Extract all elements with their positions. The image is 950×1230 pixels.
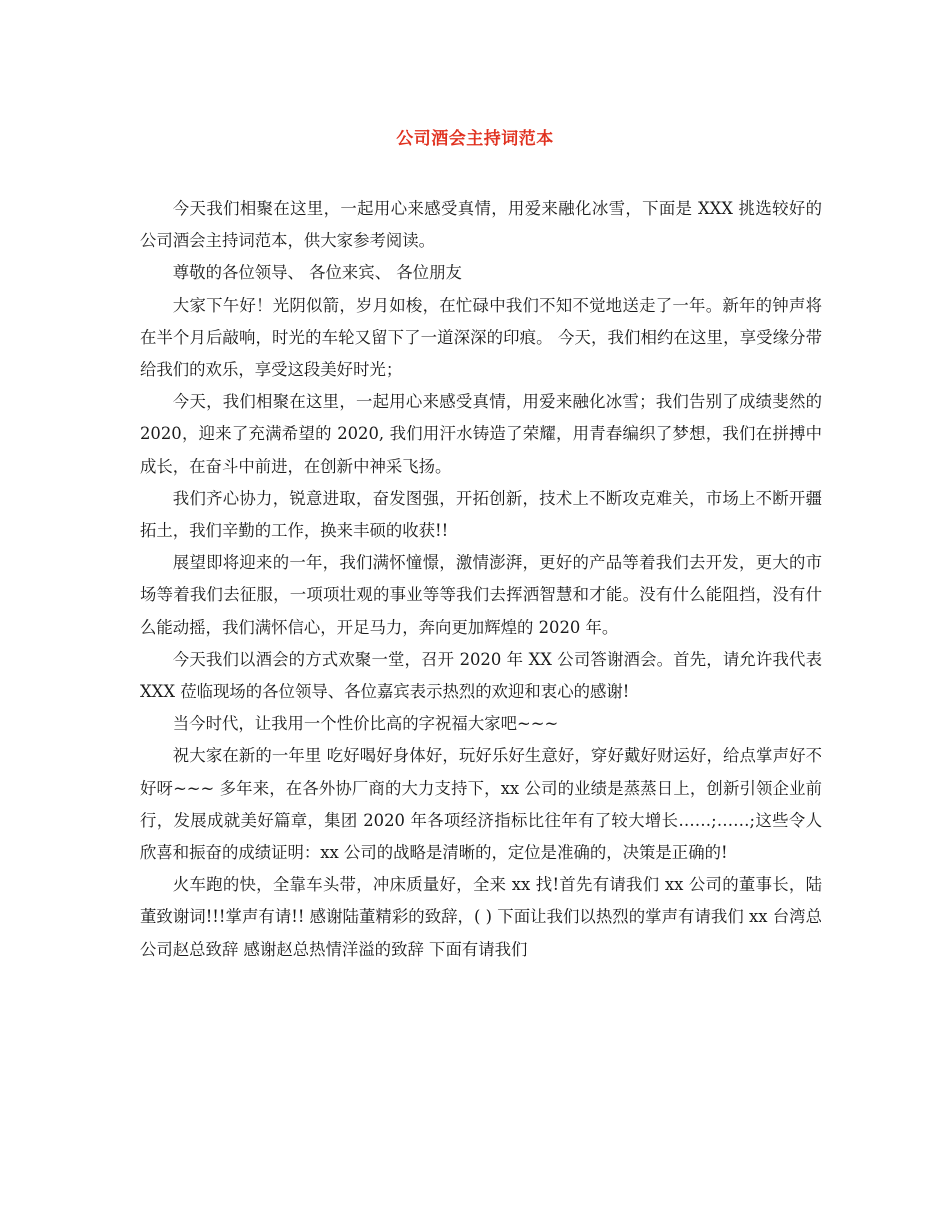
paragraph: 火车跑的快，全靠车头带，冲床质量好，全来 xx 找!首先有请我们 xx 公司的董事长，陆董致谢词!!!掌声有请!! 感谢陆董精彩的致辞，( ) 下面让我们以热烈的掌声有请我们 xx 台湾总公司赵总致辞 感谢赵总热情洋溢的致辞 下面有请我们 bbox=[140, 875, 822, 959]
paragraph-intro: 今天我们相聚在这里，一起用心来感受真情，用爱来融化冰雪，下面是 XXX 挑选较好的公司酒会主持词范本，供大家参考阅读。 bbox=[140, 199, 822, 251]
paragraph: 今天，我们相聚在这里，一起用心来感受真情，用爱来融化冰雪；我们告别了成绩斐然的 2020，迎来了充满希望的 2020, 我们用汗水铸造了荣耀，用青春编织了梦想，我们在拼搏中成长，在奋斗中前进，在创新中神采飞扬。 bbox=[140, 392, 822, 476]
paragraph: 我们齐心协力，锐意进取，奋发图强，开拓创新，技术上不断攻克难关，市场上不断开疆拓土，我们辛勤的工作，换来丰硕的收获!! bbox=[140, 488, 822, 541]
paragraph: 大家下午好！光阴似箭，岁月如梭，在忙碌中我们不知不觉地送走了一年。新年的钟声将在半个月后敲响，时光的车轮又留下了一道深深的印痕。 今天，我们相约在这里，享受缘分带给我们的欢乐，享受这段美好时光； bbox=[140, 295, 822, 380]
paragraph-greeting: 尊敬的各位领导、 各位来宾、 各位朋友 bbox=[172, 263, 462, 283]
document-body bbox=[140, 193, 822, 966]
paragraph: 当今时代，让我用一个性价比高的字祝福大家吧~~~ bbox=[172, 714, 559, 734]
paragraph: 祝大家在新的一年里 吃好喝好身体好，玩好乐好生意好，穿好戴好财运好，给点掌声好不好呀~~~ 多年来，在各外协厂商的大力支持下，xx 公司的业绩是蒸蒸日上，创新引领企业前行，发展成就美好篇章，集团 2020 年各项经济指标比往年有了较大增长……;……;这些令人欣喜和振奋的成绩证明：xx 公司的战略是清晰的，定位是准确的，决策是正确的! bbox=[140, 746, 822, 863]
paragraph: 展望即将迎来的一年，我们满怀憧憬，激情澎湃，更好的产品等着我们去开发，更大的市场等着我们去征服，一项项壮观的事业等等我们去挥洒智慧和才能。没有什么能阻挡，没有什么能动摇，我们满怀信心，开足马力，奔向更加辉煌的 2020 年。 bbox=[140, 553, 822, 637]
document-title: 公司酒会主持词范本 bbox=[396, 129, 554, 149]
paragraph: 今天我们以酒会的方式欢聚一堂，召开 2020 年 XX 公司答谢酒会。首先，请允许我代表 XXX 莅临现场的各位领导、各位嘉宾表示热烈的欢迎和衷心的感谢! bbox=[140, 649, 822, 702]
